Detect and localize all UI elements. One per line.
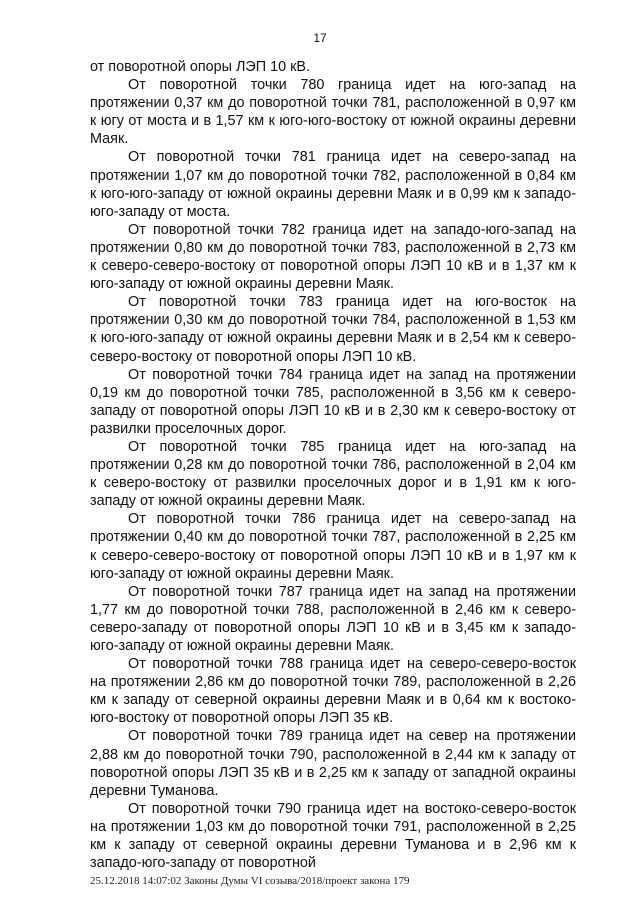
paragraph: От поворотной точки 780 граница идет на юго-запад на протяжении 0,37 км до поворотной точки 781, расположенной в 0,97 км к югу от моста и в 1,57 км к юго-юго-востоку от южной окраины деревни Маяк.: [90, 77, 576, 148]
document-footer: 25.12.2018 14:07:02 Законы Думы VI созыва/2018/проект закона 179: [90, 875, 410, 887]
paragraph: От поворотной точки 789 граница идет на север на протяжении 2,88 км до поворотной точки 790, расположенной в 2,44 км к западу от поворотной опоры ЛЭП 35 кВ и в 2,25 км к западу от западной окраины деревни Туманова.: [90, 728, 576, 799]
paragraph: От поворотной точки 790 граница идет на востоко-северо-восток на протяжении 1,03 км до поворотной точки 791, расположенной в 2,25 км к западу от северной окраины деревни Туманова и в 2,96 км к западо-юго-западу от поворотной: [90, 800, 576, 872]
paragraph: от поворотной опоры ЛЭП 10 кВ.: [90, 59, 310, 75]
paragraph: От поворотной точки 788 граница идет на северо-северо-восток на протяжении 2,86 км до поворотной точки 789, расположенной в 2,26 км к западу от северной окраины деревни Маяк и в 0,64 км к востоко-юго-востоку от поворотной опоры ЛЭП 35 кВ.: [90, 656, 576, 727]
document-body: [90, 58, 576, 872]
page-number: 17: [313, 31, 327, 45]
paragraph: От поворотной точки 781 граница идет на северо-запад на протяжении 1,07 км до поворотной точки 782, расположенной в 0,84 км к юго-юго-западу от южной окраины деревни Маяк и в 0,99 км к западо-юго-западу от моста.: [90, 149, 576, 220]
paragraph: От поворотной точки 782 граница идет на западо-юго-запад на протяжении 0,80 км до поворотной точки 783, расположенной в 2,73 км к северо-северо-востоку от поворотной опоры ЛЭП 10 кВ и в 1,37 км к юго-западу от южной окраины деревни Маяк.: [90, 221, 576, 293]
paragraph: От поворотной точки 786 граница идет на северо-запад на протяжении 0,40 км до поворотной точки 787, расположенной в 2,25 км к северо-северо-востоку от поворотной опоры ЛЭП 10 кВ и в 1,97 км к юго-западу от южной окраины деревни Маяк.: [90, 511, 576, 582]
paragraph: От поворотной точки 785 граница идет на юго-запад на протяжении 0,28 км до поворотной точки 786, расположенной в 2,04 км к северо-востоку от развилки проселочных дорог и в 1,91 км к юго-западу от южной окраины деревни Маяк.: [90, 438, 576, 510]
paragraph: От поворотной точки 784 граница идет на запад на протяжении 0,19 км до поворотной точки 785, расположенной в 3,56 км к северо-западу от поворотной опоры ЛЭП 10 кВ и в 2,30 км к северо-востоку от развилки проселочных дорог.: [90, 366, 576, 437]
paragraph: От поворотной точки 783 граница идет на юго-восток на протяжении 0,30 км до поворотной точки 784, расположенной в 1,53 км к юго-юго-западу от южной окраины деревни Маяк и в 2,54 км к северо-северо-востоку от поворотной опоры ЛЭП 10 кВ.: [90, 294, 576, 365]
paragraph: От поворотной точки 787 граница идет на запад на протяжении 1,77 км до поворотной точки 788, расположенной в 2,46 км к северо-северо-западу от поворотной опоры ЛЭП 10 кВ и в 3,45 км к западо-юго-западу от южной окраины деревни Маяк.: [90, 583, 576, 654]
